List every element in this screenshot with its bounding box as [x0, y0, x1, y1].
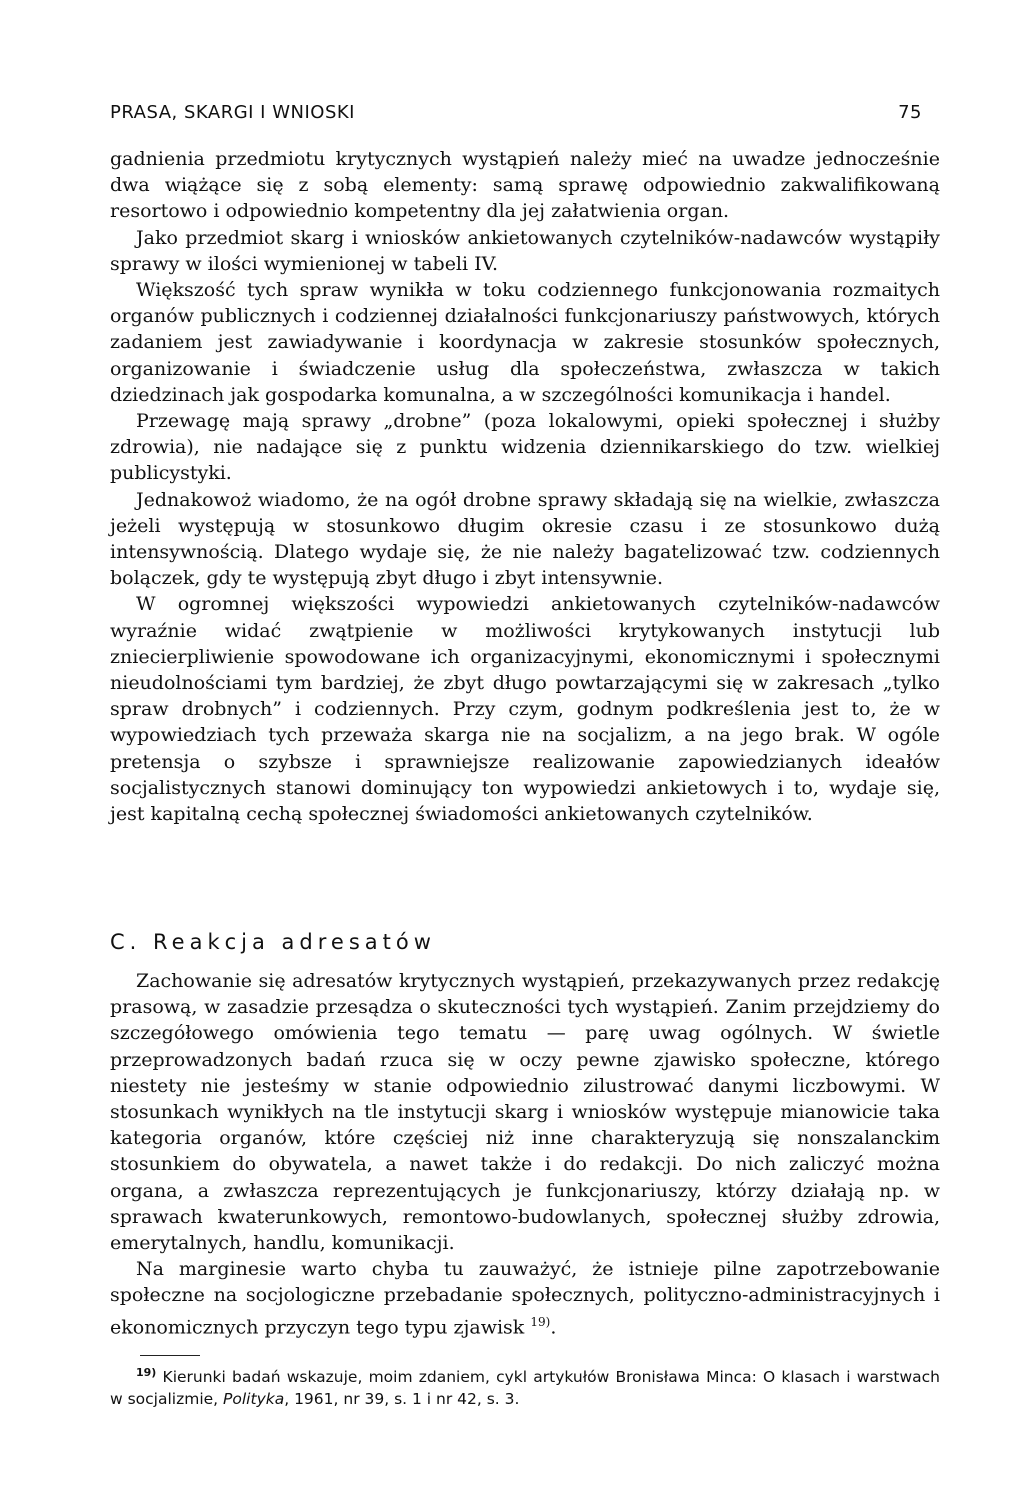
section-heading: C. Reakcja adresatów: [110, 930, 436, 954]
footnote-text: [110, 1362, 940, 1410]
footnote-marker: 19): [136, 1366, 157, 1379]
paragraph: Przewagę mają sprawy „drobne” (poza lokalowymi, opieki społecznej i służby zdrowia), nie nadające się z punktu widzenia dziennikarskiego do tzw. wielkiej publicystyki.: [110, 410, 940, 485]
paragraph: W ogromnej większości wypowiedzi ankietowanych czytelników-nadawców wyraźnie widać zwątpienie w możliwości krytykowanych instytucji lub zniecierpliwienie spowodowane ich organizacyjnymi, ekonomicznymi i społecznymi nieudolnościami tym bardziej, że zbyt długo powtarzającymi się w zakresach „tylko spraw drobnych” i codziennych. Przy czym, godnym podkreślenia jest to, że w wypowiedziach tych przeważa skarga nie na socjalizm, a na jego brak. W ogóle pretensja o szybsze i sprawniejsze realizowanie zapowiedzianych ideałów socjalistycznych stanowi dominujący ton wypowiedzi ankietowych i to, wydaje się, jest kapitalną cechą społecznej świadomości ankietowanych czytelników.: [110, 593, 940, 826]
paragraph-text: Na marginesie warto chyba tu zauważyć, że istnieje pilne zapotrzebowanie społeczne na socjologiczne przebadanie społecznych, polityczno-administracyjnych i ekonomicznych przyczyn tego typu zjawisk: [110, 1258, 940, 1338]
paragraph-with-footnote: Na marginesie warto chyba tu zauważyć, że istnieje pilne zapotrzebowanie społeczne na socjologiczne przebadanie społecznych, polityczno-administracyjnych i ekonomicznych przyczyn tego typu zjawisk $^{19)}$.: [110, 1258, 940, 1338]
paragraph: Większość tych spraw wynikła w toku codziennego funkcjonowania rozmaitych organów publicznych i codziennej działalności funkcjonariuszy państwowych, których zadaniem jest zawiadywanie i koordynacja w zakresie stosunków społecznych, organizowanie i świadczenie usług dla społeczeństwa, zwłaszcza w takich dziedzinach jak gospodarka komunalna, a w szczególności komunikacja i handel.: [110, 279, 940, 406]
footnote: [110, 1362, 940, 1410]
paragraph: Jako przedmiot skarg i wniosków ankietowanych czytelników-nadawców wystąpiły sprawy w ilości wymienionej w tabeli IV.: [110, 226, 940, 275]
footnote-reference: 19): [530, 1314, 551, 1329]
footnote-text-before: Kierunki badań wskazuje, moim zdaniem, cykl artykułów Bronisława Minca: O klasach i warstwach w socjalizmie,: [110, 1368, 940, 1409]
running-head: [110, 102, 922, 126]
running-head-title: PRASA, SKARGI I WNIOSKI: [110, 102, 355, 123]
footnote-divider: [140, 1355, 200, 1356]
section-body-text: [110, 968, 940, 1340]
paragraph: Jednakowoż wiadomo, że na ogół drobne sprawy składają się na wielkie, zwłaszcza jeżeli występują w stosunkowo długim okresie czasu i ze stosunkowo dużą intensywnością. Dlatego wydaje się, że nie należy bagatelizować tzw. codziennych bolączek, gdy te występują zbyt długo i zbyt intensywnie.: [110, 488, 940, 590]
footnote-text-after: , 1961, nr 39, s. 1 i nr 42, s. 3.: [284, 1390, 520, 1409]
body-text: [110, 146, 940, 827]
paragraph: Zachowanie się adresatów krytycznych wystąpień, przekazywanych przez redakcję prasową, w zasadzie przesądza o skuteczności tych wystąpień. Zanim przejdziemy do szczegółowego omówienia tego tematu — parę uwag ogólnych. W świetle przeprowadzonych badań rzuca się w oczy pewne zjawisko społeczne, którego niestety nie jesteśmy w stanie odpowiednio zilustrować danymi liczbowymi. W stosunkach wynikłych na tle instytucji skarg i wniosków występuje mianowicie taka kategoria organów, które częściej niż inne charakteryzują się nonszalanckim stosunkiem do obywatela, a nawet także i do redakcji. Do nich zaliczyć można organa, a zwłaszcza reprezentujących je funkcjonariuszy, którzy działają np. w sprawach kwaterunkowych, remontowo-budowlanych, społecznej służby zdrowia, emerytalnych, handlu, komunikacji.: [110, 970, 940, 1255]
footnote-journal: Polityka: [223, 1390, 285, 1409]
page-number: 75: [898, 102, 922, 123]
paragraph: gadnienia przedmiotu krytycznych wystąpień należy mieć na uwadze jednocześnie dwa wiążące się z sobą elementy: samą sprawę odpowiednio zakwalifikowaną resortowo i odpowiednio kompetentny dla jej załatwienia organ.: [110, 148, 940, 223]
